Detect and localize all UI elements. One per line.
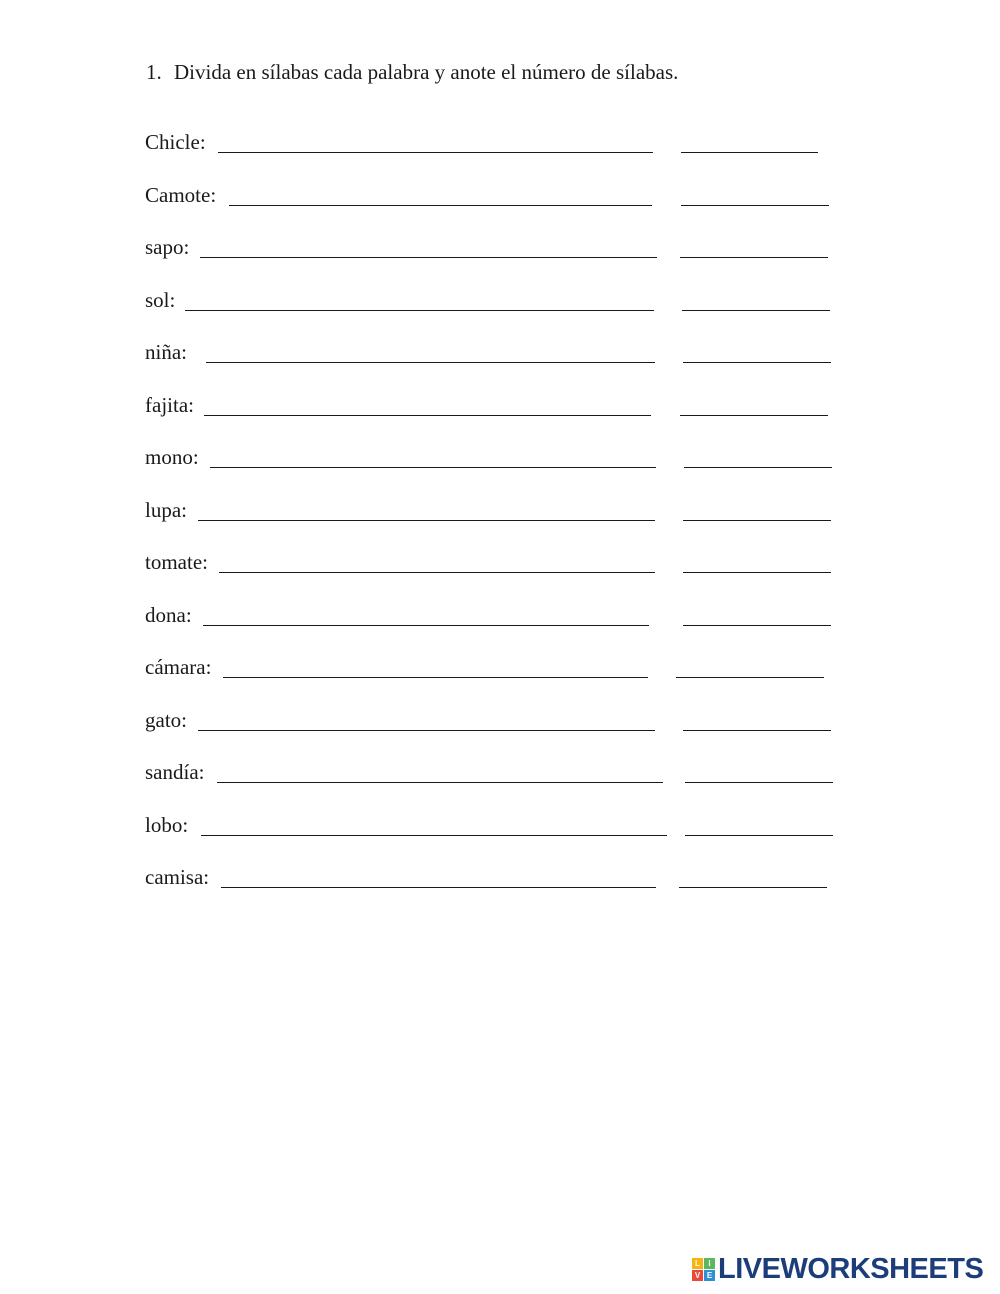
- syllables-blank[interactable]: [203, 625, 649, 626]
- exercise-row: [145, 546, 865, 599]
- instruction-number: 1.: [146, 60, 162, 84]
- word-label: Chicle:: [145, 130, 206, 154]
- syllable-count-blank[interactable]: [683, 520, 831, 521]
- word-label: tomate:: [145, 550, 208, 574]
- word-label: gato:: [145, 707, 187, 732]
- syllable-count-blank[interactable]: [683, 572, 831, 573]
- instruction: [146, 58, 678, 86]
- exercise-row: [145, 284, 865, 337]
- word-label: cámara:: [145, 655, 212, 679]
- word-label: fajita:: [145, 392, 194, 417]
- word-label: niña:: [145, 340, 187, 364]
- logo-mark-letter: E: [704, 1270, 715, 1281]
- syllables-blank[interactable]: [198, 730, 655, 731]
- logo-mark-letter: L: [692, 1258, 703, 1269]
- syllable-count-blank[interactable]: [676, 677, 824, 678]
- syllables-blank[interactable]: [219, 572, 655, 573]
- word-label: camisa:: [145, 865, 210, 889]
- syllable-count-blank[interactable]: [681, 152, 818, 153]
- word-label: mono:: [145, 445, 199, 469]
- syllables-blank[interactable]: [185, 310, 654, 311]
- syllable-count-blank[interactable]: [683, 730, 831, 731]
- word-label: dona:: [145, 602, 192, 627]
- syllables-blank[interactable]: [229, 205, 652, 206]
- word-label: sandía:: [145, 760, 205, 784]
- syllables-blank[interactable]: [200, 257, 657, 258]
- exercise-list: [145, 126, 865, 914]
- syllable-count-blank[interactable]: [683, 625, 831, 626]
- syllable-count-blank[interactable]: [679, 887, 827, 888]
- syllables-blank[interactable]: [217, 782, 663, 783]
- exercise-row: [145, 179, 865, 232]
- exercise-row: [145, 756, 865, 809]
- exercise-row: [145, 441, 865, 494]
- word-label: lobo:: [145, 812, 189, 837]
- logo-text: LIVEWORKSHEETS: [718, 1253, 984, 1285]
- syllable-count-blank[interactable]: [681, 205, 829, 206]
- syllables-blank[interactable]: [204, 415, 651, 416]
- syllables-blank[interactable]: [201, 835, 667, 836]
- exercise-row: [145, 599, 865, 652]
- syllable-count-blank[interactable]: [685, 835, 833, 836]
- exercise-row: [145, 861, 865, 914]
- syllables-blank[interactable]: [218, 152, 653, 153]
- exercise-row: [145, 704, 865, 757]
- syllable-count-blank[interactable]: [680, 257, 828, 258]
- word-label: sapo:: [145, 235, 190, 259]
- instruction-text: Divida en sílabas cada palabra y anote el número de sílabas.: [174, 60, 679, 84]
- exercise-row: [145, 126, 865, 179]
- syllables-blank[interactable]: [198, 520, 655, 521]
- exercise-row: [145, 809, 865, 862]
- exercise-row: [145, 389, 865, 442]
- word-label: Camote:: [145, 182, 217, 207]
- logo-mark-icon: [692, 1258, 715, 1281]
- syllables-blank[interactable]: [221, 887, 656, 888]
- logo-mark-letter: V: [692, 1270, 703, 1281]
- syllable-count-blank[interactable]: [683, 362, 831, 363]
- syllables-blank[interactable]: [223, 677, 648, 678]
- exercise-row: [145, 651, 865, 704]
- word-label: sol:: [145, 287, 176, 312]
- logo-mark-letter: I: [704, 1258, 715, 1269]
- word-label: lupa:: [145, 497, 187, 522]
- syllable-count-blank[interactable]: [684, 467, 832, 468]
- liveworksheets-logo: [692, 1253, 983, 1285]
- syllable-count-blank[interactable]: [680, 415, 828, 416]
- exercise-row: [145, 231, 865, 284]
- syllables-blank[interactable]: [206, 362, 655, 363]
- exercise-row: [145, 336, 865, 389]
- syllable-count-blank[interactable]: [685, 782, 833, 783]
- exercise-row: [145, 494, 865, 547]
- syllable-count-blank[interactable]: [682, 310, 830, 311]
- syllables-blank[interactable]: [210, 467, 656, 468]
